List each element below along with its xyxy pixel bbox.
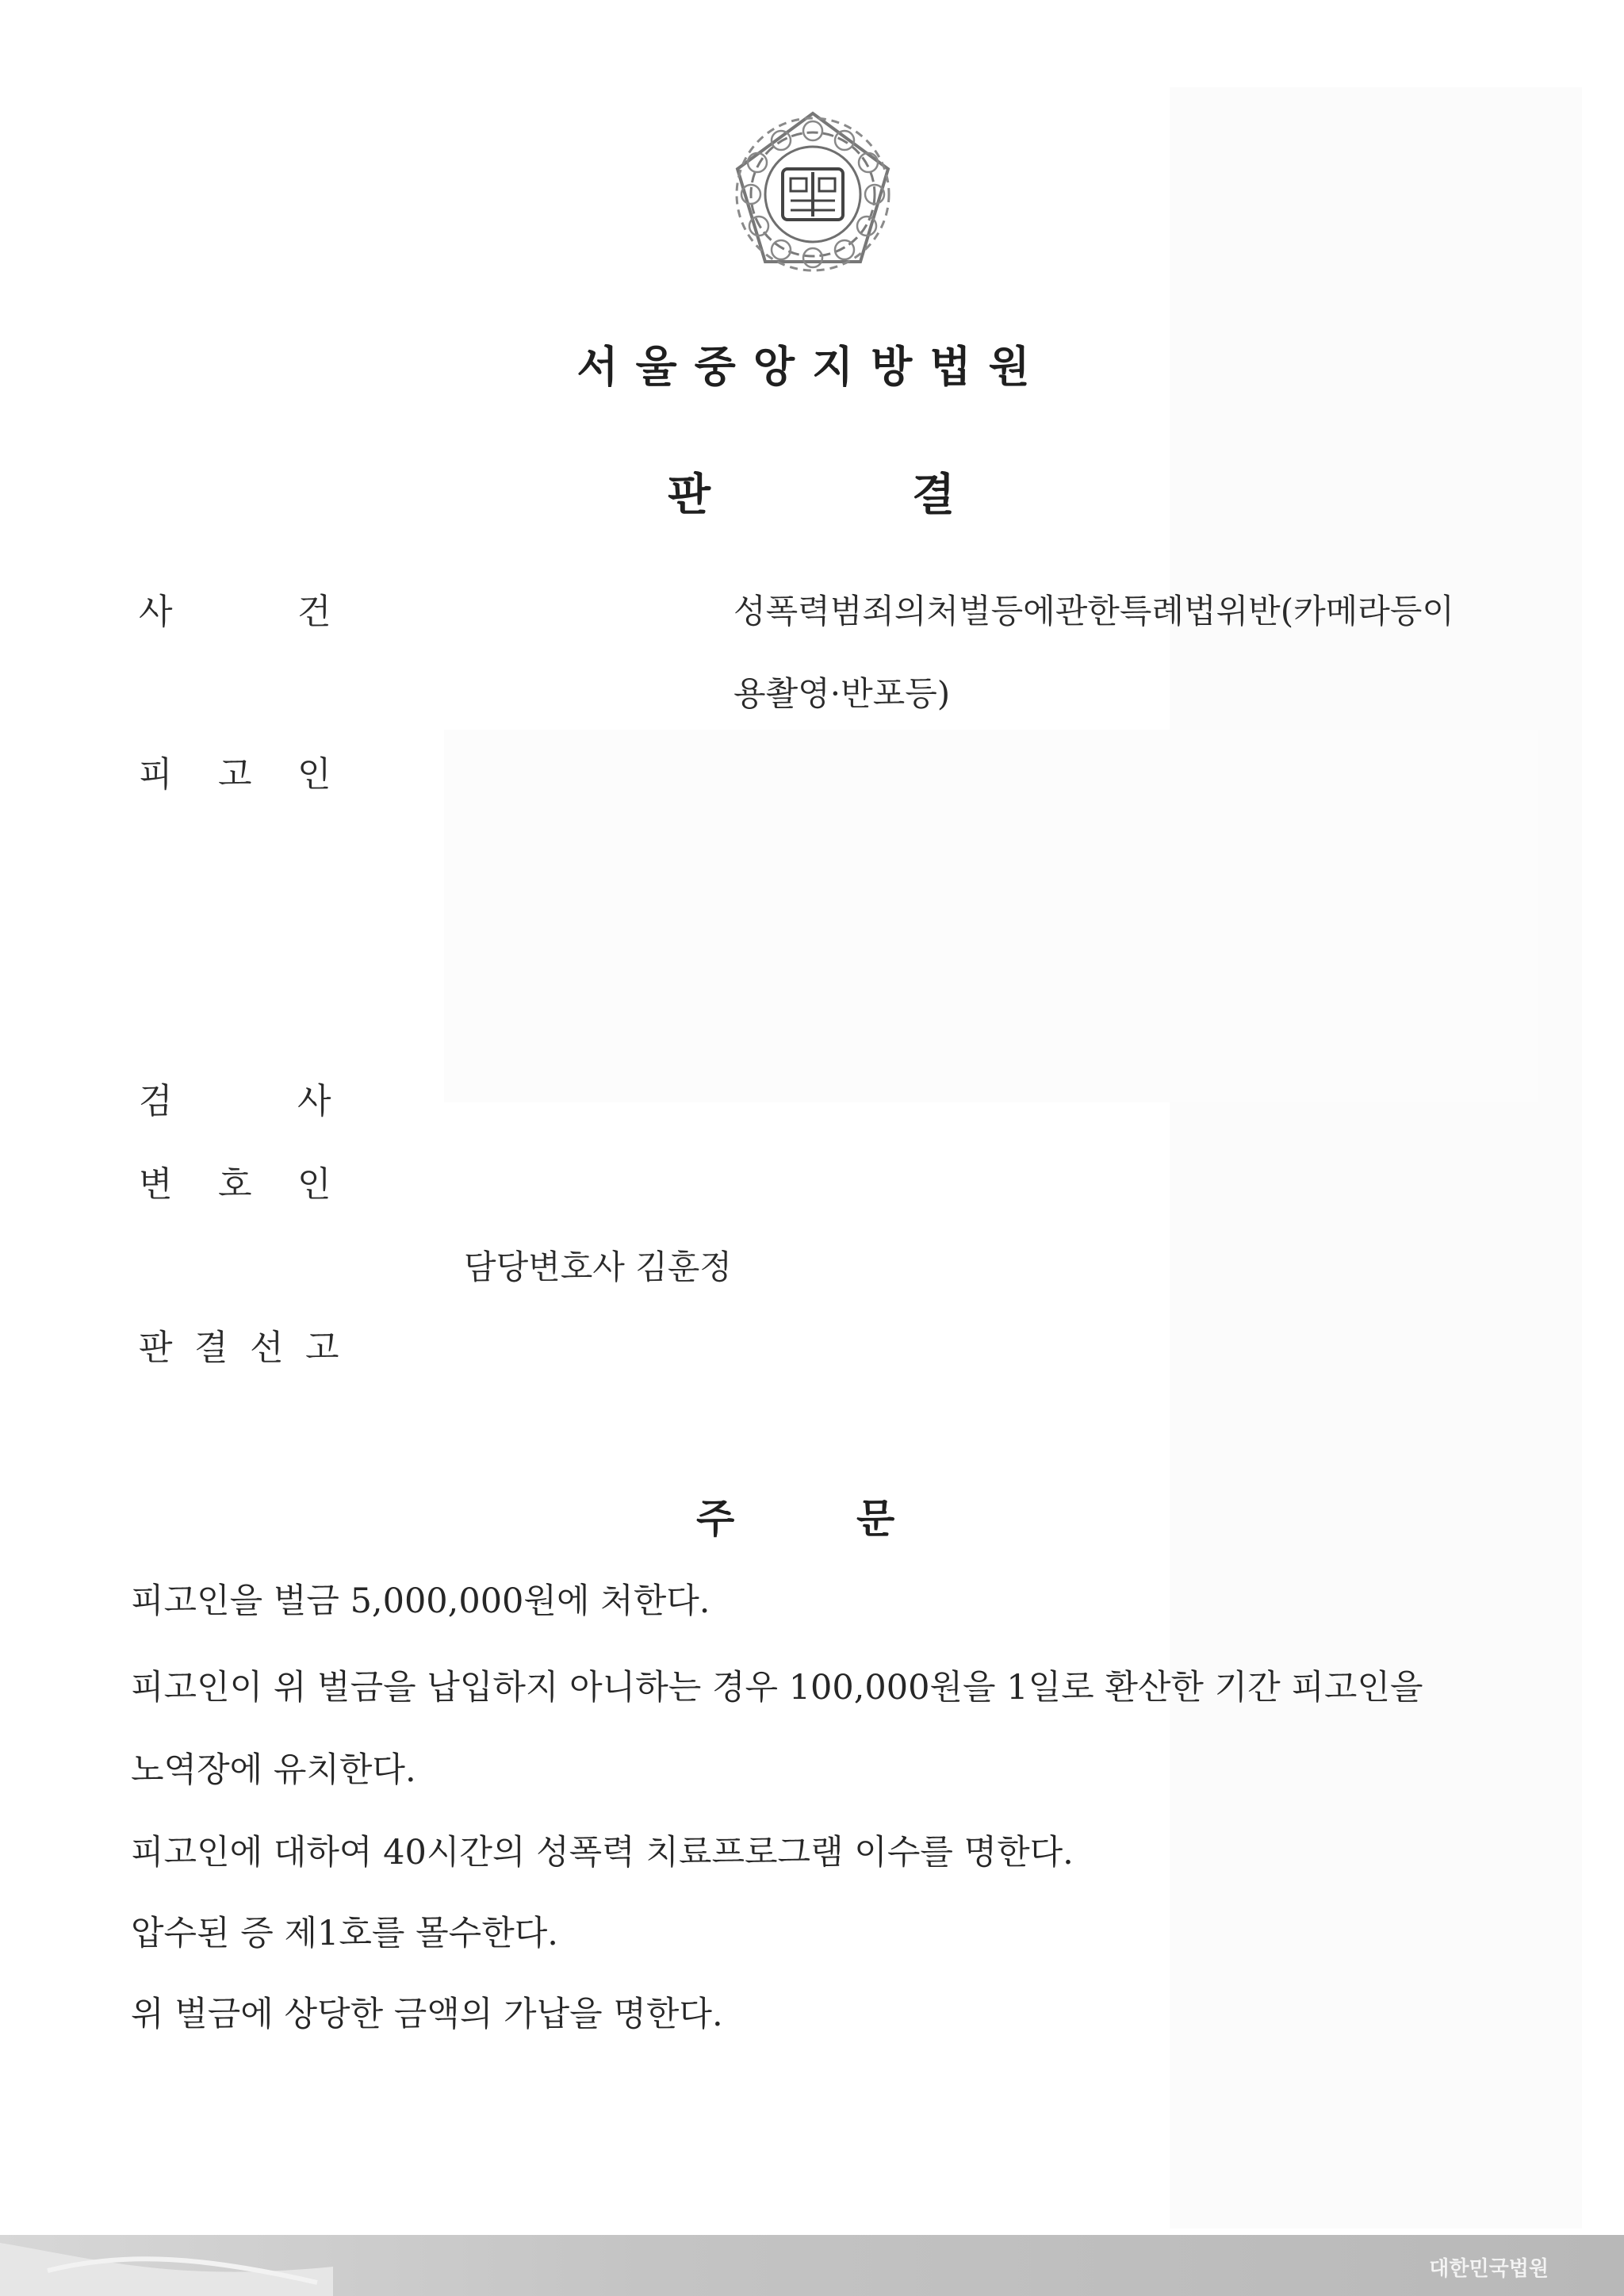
footer-court-mark: 대한민국법원 — [1429, 2257, 1549, 2281]
order-title-left: 주 — [696, 1496, 735, 1542]
case-value-line1: 성폭력범죄의처벌등에관한특례법위반(카메라등이 — [733, 592, 1454, 631]
judgment-page: 서울중앙지방법원 판 결 사 건 성폭력범죄의처벌등에관한특례법위반(카메라등이 용촬영·반포등) 피 고 인 검 사 변 호 인 담당변호사 김훈정 판 결 선 고 주 문 피고인을 벌금 5,000,000원에 처한다. 피고인이 위 벌금을 납입하지 아니하는 경우 100,000원을 1일로 환산한 기간 피고인을 노역장에 유치한다. 피고인에 대하여 40시간의 성폭력 치료프로그램 이수를 명한다. 압수된 증 제1호를 몰수한다. 위 벌금에 상당한 금액의 가납을 명한다. 대한민국법원 — [0, 0, 1624, 2296]
scan-shading — [1170, 87, 1582, 2229]
order-line-provisional-payment: 위 벌금에 상당한 금액의 가납을 명한다. — [131, 1995, 723, 2034]
document-title-right: 결 — [912, 470, 956, 521]
court-seal-icon — [718, 99, 908, 289]
order-title-right: 문 — [856, 1496, 895, 1542]
footer-swoosh-graphic — [0, 2235, 333, 2296]
order-line-workhouse-1: 피고인이 위 벌금을 납입하지 아니하는 경우 100,000원을 1일로 환산한 기간 피고인을 — [131, 1668, 1423, 1708]
court-name: 서울중앙지방법원 — [576, 342, 1048, 392]
order-line-treatment-program: 피고인에 대하여 40시간의 성폭력 치료프로그램 이수를 명한다. — [131, 1833, 1074, 1872]
order-line-confiscation: 압수된 증 제1호를 몰수한다. — [131, 1914, 558, 1953]
order-line-workhouse-2: 노역장에 유치한다. — [131, 1750, 416, 1790]
case-value-line2: 용촬영·반포등) — [733, 674, 951, 713]
attorney-name: 담당변호사 김훈정 — [464, 1248, 732, 1286]
scan-shading-redacted-area — [444, 730, 1538, 1102]
order-line-fine: 피고인을 벌금 5,000,000원에 처한다. — [131, 1581, 710, 1621]
document-title-left: 판 — [668, 470, 711, 521]
